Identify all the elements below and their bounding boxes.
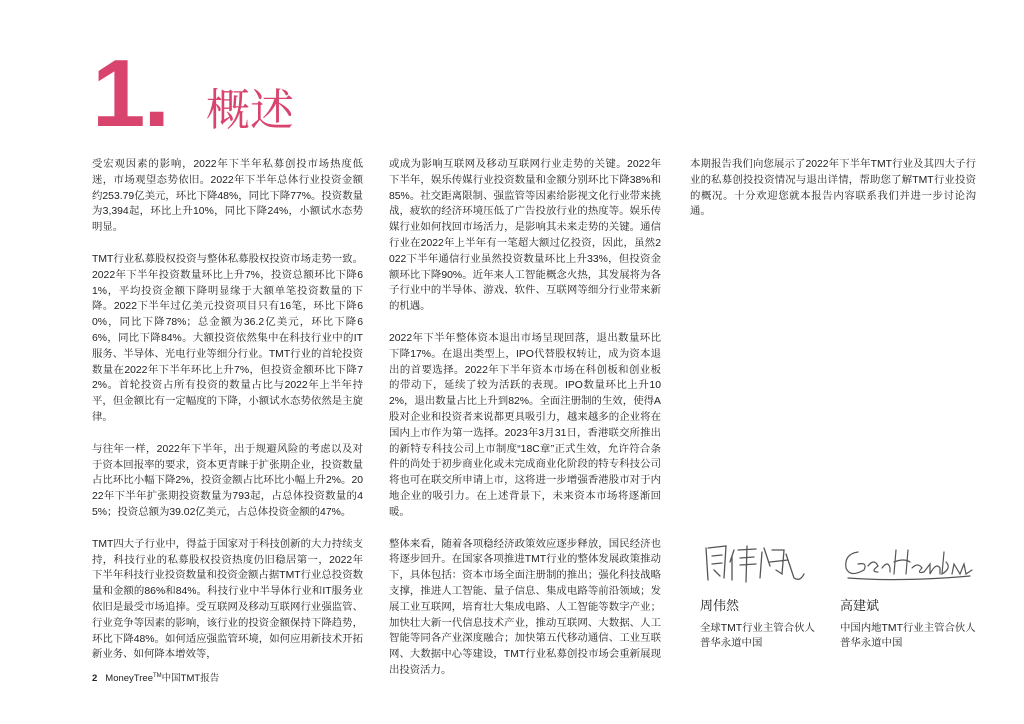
- signer-role: 全球TMT行业主管合伙人: [700, 623, 815, 634]
- signer-role: 中国内地TMT行业主管合伙人: [840, 623, 976, 634]
- text-column-3: [690, 157, 976, 236]
- page-footer: [92, 670, 219, 685]
- paragraph: 2022年下半年整体资本退出市场呈现回落，退出数量环比下降17%。在退出类型上，IPO代替股权转让，成为资本退出的首要选择。2022年下半年资本市场在科创板和创业板的带动下，延续了较为活跃的表现。IPO数量环比上升102%，退出数量占比上升到82%。全面注册制的生效，使得A股对企业和投资者来说都更具吸引力，越来越多的企业将在国内上市作为第一选择。2023年3月31日，香港联交所推出的新特专科技公司上市制度“18C章”正式生效，允许符合条件的尚处于初步商业化或未完成商业化阶段的特专科技公司将也可在联交所申请上市，这将进一步增强香港股市对于内地企业的吸引力。在上述背景下，未来资本市场将逐渐回暖。: [389, 332, 661, 518]
- paragraph: 或成为影响互联网及移动互联网行业走势的关键。2022年下半年，娱乐传媒行业投资数量和金额分别环比下降38%和85%。社交距离限制、强监管等因素给影视文化行业带来挑战，疲软的经济环境压低了广告投放行业的热度等。娱乐传媒行业如何找回市场活力，是影响其未来走势的关键。通信行业在2022年上半年有一笔超大额过亿投资，因此，虽然2022下半年通信行业虽然投资数量环比上升33%，但投资金额环比下降90%。近年来人工智能概念火热，其发展将为各子行业中的半导体、游戏、软件、互联网等细分行业带来新的机遇。: [389, 159, 661, 313]
- signer-gao: [840, 538, 990, 651]
- signer-company: 普华永道中国: [700, 637, 763, 649]
- section-title: 概述: [206, 85, 294, 136]
- text-column-2: [389, 157, 661, 695]
- text-column-1: [92, 157, 363, 679]
- handwritten-signature: [840, 538, 980, 586]
- paragraph: 与往年一样，2022年下半年，出于规避风险的考虑以及对于资本回报率的要求，资本更青睐于扩张期企业，投资数量占比环比小幅下降2%，投资金额占比环比小幅上升2%。2022年下半年扩张期投资数量为793起，占总体投资数量的45%；投资总额为39.02亿美元，占总体投资金额的47%。: [92, 443, 363, 518]
- handwritten-signature: [700, 538, 840, 586]
- paragraph: 受宏观因素的影响，2022年下半年私募创投市场热度低迷，市场观望态势依旧。2022年下半年总体行业投资金额约253.79亿美元，环比下降48%，同比下降77%。投资数量为3,394起，环比上升10%，同比下降24%，小额试水态势明显。: [92, 159, 363, 234]
- footer-brand: MoneyTree: [105, 673, 153, 684]
- footer-report-title: 中国TMT报告: [161, 673, 220, 684]
- paragraph: TMT行业私募股权投资与整体私募股权投资市场走势一致。2022年下半年投资数量环比上升7%，投资总额环比下降61%，平均投资金额下降明显缘于大额单笔投资数量的下降。2022下半年过亿美元投资项目只有16笔，环比下降60%，同比下降78%；总金额为36.2亿美元，环比下降66%，同比下降84%。大额投资依然集中在科技行业中的IT服务、半导体、光电行业等细分行业。TMT行业的首轮投资数量在2022年下半年环比上升7%，但投资金额环比下降72%。首轮投资占所有投资的数量占比与2022年上半年持平，但金额比有一定幅度的下降，小额试水态势依然是主旋律。: [92, 253, 363, 423]
- signer-name: 高建斌: [840, 598, 880, 613]
- signer-company: 普华永道中国: [840, 637, 903, 649]
- section-number: 1.: [92, 40, 169, 147]
- signature-block: [690, 538, 990, 658]
- paragraph: 整体来看，随着各项稳经济政策效应逐步释放，国民经济也将逐步回升。在国家各项推进TMT行业的整体发展政策推动下，具体包括：资本市场全面注册制的推出；强化科技战略支撑，推进人工智能、量子信息、集成电路等前沿领域；发展工业互联网，培育壮大集成电路、人工智能等数字产业；加快壮大新一代信息技术产业，推动互联网、大数据、人工智能等同各产业深度融合；加快第五代移动通信、工业互联网、大数据中心等建设，TMT行业私募创投市场会重新展现出投资活力。: [389, 538, 661, 676]
- signer-name: 周伟然: [700, 598, 740, 613]
- signer-zhou: [700, 538, 850, 651]
- page-number: 2: [92, 673, 98, 684]
- trademark-mark: TM: [153, 673, 162, 679]
- paragraph: 本期报告我们向您展示了2022年下半年TMT行业及其四大子行业的私募创投投资情况与退出详情，帮助您了解TMT行业投资的概况。十分欢迎您就本报告内容联系我们并进一步讨论沟通。: [690, 159, 976, 218]
- paragraph: TMT四大子行业中，得益于国家对于科技创新的大力持续支持，科技行业的私募股权投资热度仍旧稳居第一，2022年下半年科技行业投资数量和投资金额占据TMT行业总投资数量和金额的86%和84%。科技行业中半导体行业和IT服务业依旧是最受市场追捧。受互联网及移动互联网行业强监管、行业竞争等因素的影响，该行业的投资金额保持下降趋势，环比下降48%。如何适应强监管环境，如何应用新技术开拓新业务、如何降本增效等，: [92, 538, 363, 661]
